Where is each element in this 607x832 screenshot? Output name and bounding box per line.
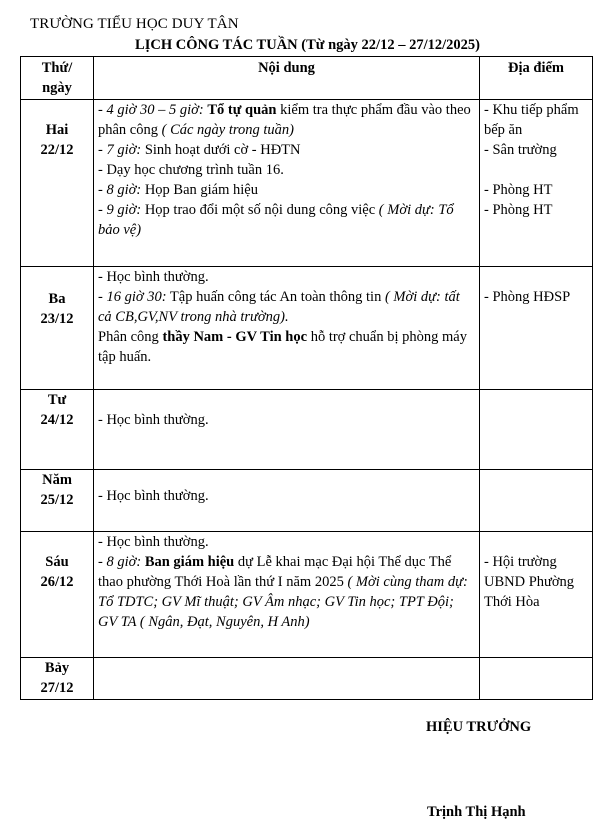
signature-name: Trịnh Thị Hạnh — [427, 804, 526, 820]
content-cell — [94, 100, 480, 267]
header-day-line1: Thứ/ — [41, 60, 73, 76]
table-row — [21, 658, 593, 700]
day-cell — [21, 100, 94, 267]
day-cell — [21, 532, 94, 658]
place-cell — [480, 267, 593, 390]
place-cell — [480, 532, 593, 658]
content-line: - Học bình thường. — [98, 487, 209, 504]
day-name: Sáu — [45, 554, 69, 570]
day-cell — [21, 267, 94, 390]
signature-role: HIỆU TRƯỞNG — [426, 719, 532, 735]
place-line: - Khu tiếp phẩm bếp ăn — [484, 102, 579, 138]
table-row — [21, 100, 593, 267]
content-cell — [94, 267, 480, 390]
content-line: - Học bình thường. — [98, 269, 209, 285]
day-date: 27/12 — [40, 680, 74, 696]
school-name: TRƯỜNG TIỂU HỌC DUY TÂN — [30, 16, 239, 32]
place-cell — [480, 390, 593, 470]
table-row — [21, 267, 593, 390]
content-line: - 4 giờ 30 – 5 giờ: Tổ tự quản kiểm tra thực phẩm đầu vào theo phân công ( Các ngày trong tuần) — [98, 102, 471, 138]
document-title: LỊCH CÔNG TÁC TUẦN (Từ ngày 22/12 – 27/12/2025) — [135, 37, 480, 53]
table-row — [21, 390, 593, 470]
day-cell — [21, 390, 94, 470]
content-cell — [94, 390, 480, 470]
place-line: - Phòng HĐSP — [484, 289, 571, 305]
day-date: 26/12 — [40, 574, 74, 590]
header-content: Nội dung — [94, 57, 480, 100]
place-cell — [480, 658, 593, 700]
place-cell — [480, 470, 593, 532]
day-name: Tư — [47, 392, 67, 408]
place-line: - Sân trường — [484, 142, 557, 158]
day-cell — [21, 658, 94, 700]
day-date: 25/12 — [40, 492, 74, 508]
content-cell — [94, 470, 480, 532]
day-name: Ba — [48, 291, 66, 307]
schedule-table — [20, 56, 593, 700]
content-line: Phân công thầy Nam - GV Tin học hỗ trợ chuẩn bị phòng máy tập huấn. — [98, 329, 467, 365]
day-cell — [21, 470, 94, 532]
content-line: - 16 giờ 30: Tập huấn công tác An toàn thông tin ( Mời dự: tất cả CB,GV,NV trong nhà trường). — [98, 289, 460, 325]
place-line: - Phòng HT — [484, 202, 553, 218]
content-line: - 8 giờ: Ban giám hiệu dự Lễ khai mạc Đại hội Thể dục Thể thao phường Thới Hoà lần thứ I năm 2025 ( Mời cùng tham dự: Tổ TDTC; GV Mĩ thuật; GV Âm nhạc; GV Tin học; TPT Đội; GV TA ( Ngân, Đạt, Nguyên, H Anh) — [98, 554, 468, 630]
day-name: Bảy — [44, 660, 70, 676]
content-line: - Học bình thường. — [98, 534, 209, 550]
place-line: - Phòng HT — [484, 182, 553, 198]
table-header-row — [21, 57, 593, 100]
place-line: - Hội trường UBND Phường Thới Hòa — [484, 554, 575, 610]
table-row — [21, 470, 593, 532]
day-date: 24/12 — [40, 412, 74, 428]
header-day — [21, 57, 94, 100]
header-place: Địa điểm — [480, 57, 593, 100]
content-line: - Dạy học chương trình tuần 16. — [98, 162, 284, 178]
table-row — [21, 532, 593, 658]
content-line: - 7 giờ: Sinh hoạt dưới cờ - HĐTN — [98, 142, 301, 158]
day-name: Năm — [42, 472, 72, 488]
content-cell — [94, 658, 480, 700]
day-date: 22/12 — [40, 142, 74, 158]
content-line: - 9 giờ: Họp trao đổi một số nội dung công việc ( Mời dự: Tổ bảo vệ) — [98, 202, 454, 238]
header-day-line2: ngày — [42, 80, 72, 96]
place-spacer — [484, 160, 588, 180]
content-line: - 8 giờ: Họp Ban giám hiệu — [98, 182, 258, 198]
content-line: - Học bình thường. — [98, 411, 209, 428]
day-name: Hai — [45, 122, 69, 138]
content-cell — [94, 532, 480, 658]
place-cell — [480, 100, 593, 267]
day-date: 23/12 — [40, 311, 74, 327]
